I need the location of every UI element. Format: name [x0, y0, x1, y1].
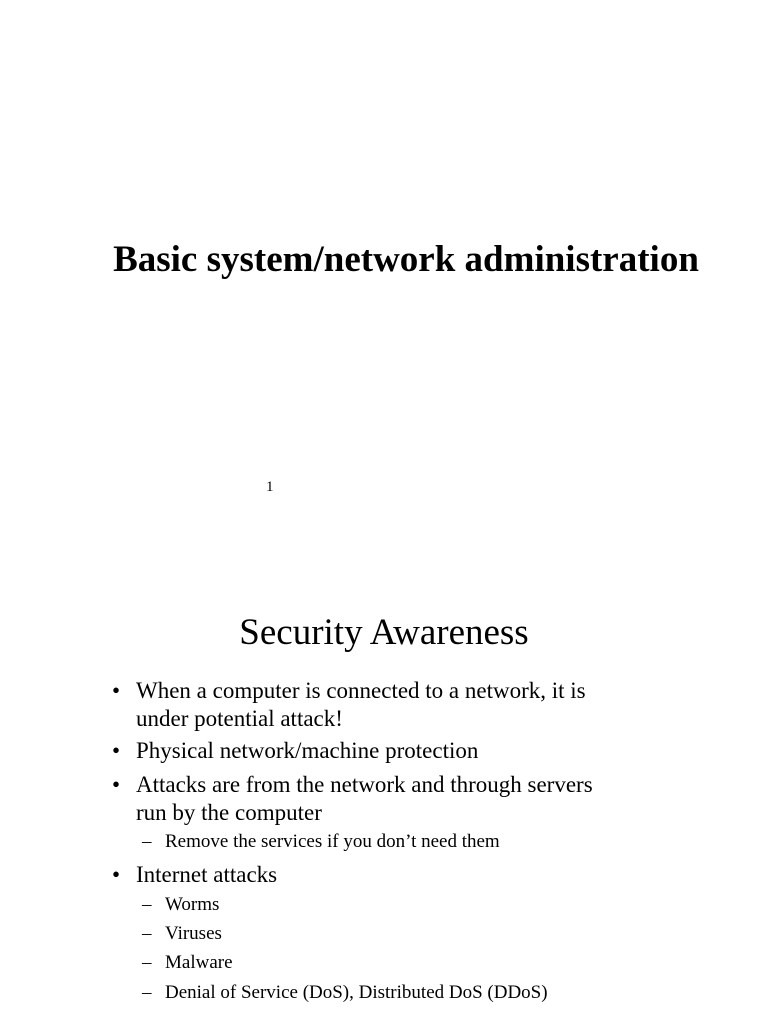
bullet-marker: • [112, 862, 121, 887]
bullet-line: under potential attack! [136, 706, 343, 731]
bullet-text [136, 861, 676, 889]
sub-bullet-marker: – [142, 894, 152, 915]
sub-bullet-marker: – [142, 982, 152, 1003]
sub-bullet-text: Denial of Service (DoS), Distributed DoS (DDoS) [165, 982, 548, 1003]
page-number: 1 [266, 479, 274, 495]
sub-bullet-marker: – [142, 952, 152, 973]
bullet-line: When a computer is connected to a network, it is [136, 678, 586, 703]
sub-bullet-text: Viruses [165, 923, 222, 944]
bullet-line: Physical network/machine protection [136, 738, 479, 763]
bullet-line: Attacks are from the network and through servers [136, 772, 593, 797]
bullet-text [136, 677, 676, 733]
slide-title: Basic system/network administration [113, 239, 699, 280]
bullet-marker: • [112, 678, 121, 703]
bullet-line: run by the computer [136, 800, 322, 825]
sub-bullet-marker: – [142, 923, 152, 944]
section-title: Security Awareness [239, 612, 529, 653]
bullet-marker: • [112, 772, 121, 797]
bullet-line: Internet attacks [136, 862, 278, 887]
sub-bullet-text: Malware [165, 952, 233, 973]
bullet-marker: • [112, 738, 121, 763]
bullet-text [136, 771, 676, 827]
sub-bullet-text: Remove the services if you don’t need them [165, 831, 500, 852]
sub-bullet-marker: – [142, 831, 152, 852]
sub-bullet-text: Worms [165, 894, 220, 915]
bullet-text [136, 737, 676, 765]
